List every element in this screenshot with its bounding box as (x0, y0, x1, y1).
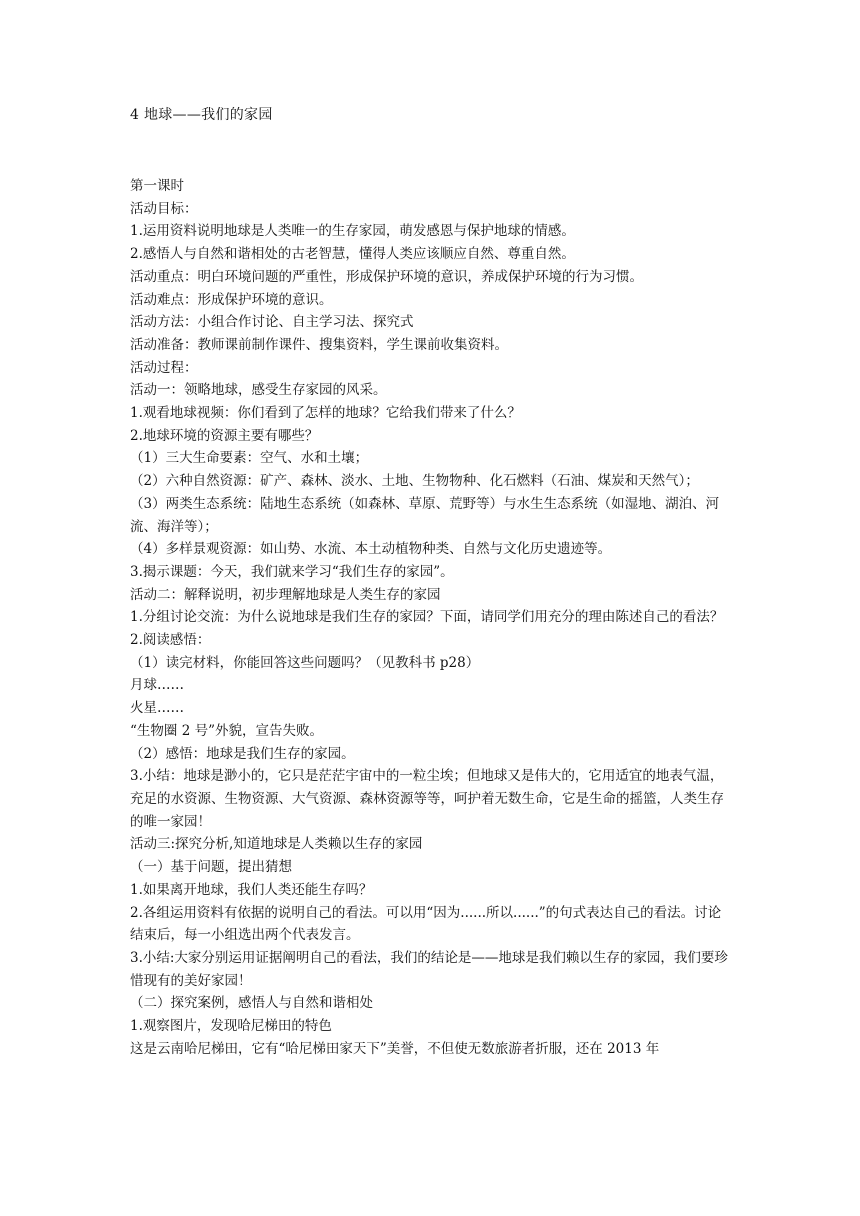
document-paragraph: 3.小结:大家分别运用证据阐明自己的看法，我们的结论是——地球是我们赖以生存的家园，我们要珍惜现有的美好家园！ (130, 949, 728, 989)
document-body (130, 175, 732, 1060)
document-paragraph: 2.感悟人与自然和谐相处的古老智慧，懂得人类应该顺应自然、尊重自然。 (130, 246, 575, 263)
document-paragraph: 活动方法：小组合作讨论、自主学习法、探究式 (130, 314, 414, 331)
document-paragraph: 活动重点：明白环境问题的严重性，形成保护环境的意识，养成保护环境的行为习惯。 (130, 268, 643, 285)
document-paragraph: “生物圈 2 号”外貌，宣告失败。 (130, 722, 323, 739)
document-paragraph: 这是云南哈尼梯田，它有“哈尼梯田家天下”美誉，不但使无数旅游者折服，还在 2013 年 (130, 1040, 660, 1057)
document-paragraph: 2.地球环境的资源主要有哪些？ (130, 427, 319, 444)
document-paragraph: （2）六种自然资源：矿产、森林、淡水、土地、生物物种、化石燃料（石油、煤炭和天然气）； (130, 473, 699, 490)
document-paragraph: 活动三:探究分析,知道地球是人类赖以生存的家园 (130, 836, 423, 853)
document-paragraph: （1）读完材料，你能回答这些问题吗？（见教科书 p28） (130, 654, 480, 671)
document-paragraph: 1.观看地球视频：你们看到了怎样的地球？它给我们带来了什么？ (130, 405, 521, 422)
document-paragraph: 1.如果离开地球，我们人类还能生存吗？ (130, 881, 373, 898)
document-paragraph: 活动过程： (130, 359, 198, 376)
document-paragraph: （一）基于问题，提出猜想 (130, 859, 292, 876)
document-paragraph: 2.阅读感悟： (130, 632, 211, 649)
document-paragraph: （2）感悟：地球是我们生存的家园。 (130, 745, 355, 762)
document-paragraph: 1.运用资料说明地球是人类唯一的生存家园，萌发感恩与保护地球的情感。 (130, 223, 575, 240)
document-paragraph: 活动目标： (130, 200, 198, 217)
document-paragraph: 第一课时 (130, 178, 184, 194)
document-paragraph: 活动难点：形成保护环境的意识。 (130, 291, 333, 308)
document-paragraph: 3.揭示课题：今天，我们就来学习“我们生存的家园”。 (130, 563, 454, 580)
document-paragraph: （1）三大生命要素：空气、水和土壤； (130, 450, 369, 467)
document-paragraph: 活动二：解释说明，初步理解地球是人类生存的家园 (130, 586, 441, 603)
document-paragraph: 活动准备：教师课前制作课件、搜集资料，学生课前收集资料。 (130, 336, 508, 353)
document-paragraph: （4）多样景观资源：如山势、水流、本土动植物种类、自然与文化历史遗迹等。 (130, 541, 612, 558)
document-paragraph: 活动一：领略地球，感受生存家园的风采。 (130, 382, 387, 399)
document-paragraph: （3）两类生态系统：陆地生态系统（如森林、草原、荒野等）与水生生态系统（如湿地、湖泊、河流、海洋等）； (130, 495, 720, 535)
document-paragraph: 火星…… (130, 700, 184, 717)
document-paragraph: （二）探究案例，感悟人与自然和谐相处 (130, 995, 373, 1012)
document-paragraph: 月球…… (130, 677, 184, 694)
document-paragraph: 2.各组运用资料有依据的说明自己的看法。可以用“因为......所以......”的句式表达自己的看法。讨论结束后，每一小组选出两个代表发言。 (130, 904, 722, 944)
document-paragraph: 3.小结：地球是渺小的，它只是茫茫宇宙中的一粒尘埃；但地球又是伟大的，它用适宜的地表气温，充足的水资源、生物资源、大气资源、森林资源等等，呵护着无数生命，它是生命的摇篮，人类生存的唯一家园！ (130, 768, 724, 830)
document-title: 4 地球——我们的家园 (130, 107, 273, 123)
document-paragraph: 1.观察图片，发现哈尼梯田的特色 (130, 1018, 332, 1035)
document-paragraph: 1.分组讨论交流：为什么说地球是我们生存的家园？下面，请同学们用充分的理由陈述自己的看法？ (130, 609, 724, 626)
